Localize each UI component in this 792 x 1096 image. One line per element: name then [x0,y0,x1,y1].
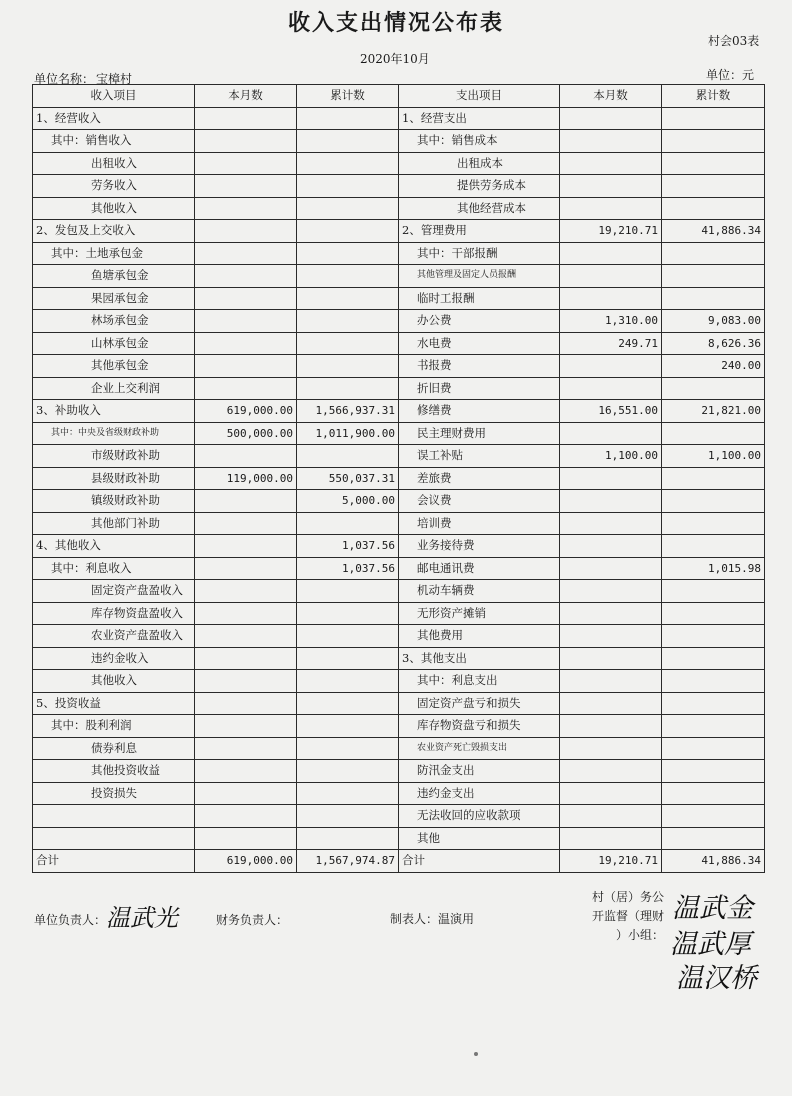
income-cumulative-value: 1,037.56 [297,557,399,580]
income-item: 劳务收入 [33,175,195,198]
expense-month-value [560,557,662,580]
table-row [33,332,765,355]
income-month-value: 619,000.00 [195,850,297,873]
expense-item: 水电费 [399,332,560,355]
income-month-value [195,490,297,513]
income-item: 5、投资收益 [33,692,195,715]
expense-month-value: 19,210.71 [560,850,662,873]
expense-item: 其他经营成本 [399,197,560,220]
income-item: 库存物资盘盈收入 [33,602,195,625]
income-month-value [195,782,297,805]
income-item: 果园承包金 [33,287,195,310]
report-date: 2020年10月 [360,52,430,66]
supervision-label-line2: 开监督（理财 [591,909,664,923]
income-month-value [195,625,297,648]
expense-item: 培训费 [399,512,560,535]
income-month-value: 619,000.00 [195,400,297,423]
income-month-value: 500,000.00 [195,422,297,445]
income-month-value [195,670,297,693]
expense-cumulative-value: 1,100.00 [662,445,765,468]
paper-speck [474,1052,478,1056]
income-item: 其中：利息收入 [33,557,195,580]
income-month-value [195,355,297,378]
expense-item: 邮电通讯费 [399,557,560,580]
expense-item: 防汛金支出 [399,760,560,783]
income-cumulative-value [297,782,399,805]
col-header-expense-cumulative: 累计数 [662,85,765,108]
expense-item: 库存物资盘亏和损失 [399,715,560,738]
expense-item: 其中：干部报酬 [399,242,560,265]
income-month-value [195,310,297,333]
expense-month-value [560,535,662,558]
expense-cumulative-value [662,287,765,310]
table-row [33,737,765,760]
expense-month-value [560,265,662,288]
income-month-value [195,557,297,580]
income-month-value [195,175,297,198]
supervision-label-line1: 村（居）务公 [591,890,664,904]
expense-item: 固定资产盘亏和损失 [399,692,560,715]
expense-month-value [560,715,662,738]
table-row [33,310,765,333]
expense-cumulative-value: 9,083.00 [662,310,765,333]
expense-cumulative-value [662,265,765,288]
income-cumulative-value [297,310,399,333]
income-item: 市级财政补助 [33,445,195,468]
income-item: 其他收入 [33,670,195,693]
income-cumulative-value [297,332,399,355]
table-row [33,242,765,265]
expense-month-value [560,625,662,648]
expense-item: 误工补贴 [399,445,560,468]
expense-item: 2、管理费用 [399,220,560,243]
income-cumulative-value [297,242,399,265]
table-header-row [33,85,765,108]
expense-cumulative-value: 41,886.34 [662,220,765,243]
income-item: 镇级财政补助 [33,490,195,513]
expense-cumulative-value: 41,886.34 [662,850,765,873]
expense-item: 书报费 [399,355,560,378]
expense-item: 会议费 [399,490,560,513]
expense-item: 民主理财费用 [399,422,560,445]
income-item: 林场承包金 [33,310,195,333]
expense-month-value: 249.71 [560,332,662,355]
expense-cumulative-value [662,715,765,738]
table-row [33,805,765,828]
expense-month-value [560,287,662,310]
currency-value: 元 [742,68,755,82]
income-item: 债券利息 [33,737,195,760]
income-item: 其中：股利利润 [33,715,195,738]
income-month-value [195,152,297,175]
expense-month-value [560,175,662,198]
income-item: 4、其他收入 [33,535,195,558]
preparer-label: 制表人： [390,912,439,926]
expense-item: 业务接待费 [399,535,560,558]
income-item [33,805,195,828]
income-month-value [195,445,297,468]
table-row [33,647,765,670]
table-row [33,355,765,378]
expense-item: 1、经营支出 [399,107,560,130]
table-row [33,535,765,558]
expense-month-value: 1,100.00 [560,445,662,468]
income-cumulative-value [297,512,399,535]
income-cumulative-value [297,265,399,288]
income-cumulative-value: 5,000.00 [297,490,399,513]
income-item: 出租收入 [33,152,195,175]
table-row [33,400,765,423]
income-month-value [195,737,297,760]
income-month-value [195,287,297,310]
expense-month-value [560,647,662,670]
table-row [33,175,765,198]
expense-item: 提供劳务成本 [399,175,560,198]
unit-name-value: 宝樟村 [96,72,133,86]
income-item: 县级财政补助 [33,467,195,490]
expense-month-value: 19,210.71 [560,220,662,243]
table-row [33,422,765,445]
income-month-value [195,535,297,558]
expense-cumulative-value [662,467,765,490]
income-cumulative-value [297,220,399,243]
expense-month-value [560,242,662,265]
expense-month-value [560,692,662,715]
income-cumulative-value: 1,037.56 [297,535,399,558]
expense-month-value [560,737,662,760]
expense-item: 合计 [399,850,560,873]
expense-item: 3、其他支出 [399,647,560,670]
income-cumulative-value [297,737,399,760]
income-item: 其中：土地承包金 [33,242,195,265]
table-row [33,827,765,850]
expense-item: 差旅费 [399,467,560,490]
income-cumulative-value [297,670,399,693]
table-row [33,467,765,490]
expense-month-value [560,782,662,805]
currency-label: 单位： [706,68,743,82]
income-cumulative-value [297,152,399,175]
income-item: 其中：销售收入 [33,130,195,153]
table-row [33,152,765,175]
income-cumulative-value [297,175,399,198]
expense-month-value [560,760,662,783]
income-cumulative-value [297,445,399,468]
income-cumulative-value [297,625,399,648]
income-month-value [195,602,297,625]
income-item: 2、发包及上交收入 [33,220,195,243]
supervisor-signature-3: 温汉桥 [676,963,757,994]
preparer [390,910,474,927]
col-header-income-item: 收入项目 [33,85,195,108]
income-month-value [195,265,297,288]
col-header-expense-item: 支出项目 [399,85,560,108]
table-row [33,107,765,130]
income-month-value [195,827,297,850]
table-row [33,670,765,693]
expense-month-value [560,107,662,130]
income-item: 合计 [33,850,195,873]
table-row [33,782,765,805]
table-row [33,445,765,468]
table-row [33,580,765,603]
expense-cumulative-value [662,535,765,558]
table-row [33,715,765,738]
expense-cumulative-value [662,647,765,670]
table-row [33,850,765,873]
unit-name-label: 单位名称： [34,72,95,86]
table-row [33,265,765,288]
income-month-value [195,715,297,738]
table-row [33,760,765,783]
income-item: 鱼塘承包金 [33,265,195,288]
expense-cumulative-value [662,737,765,760]
table-row [33,602,765,625]
expense-item: 无形资产摊销 [399,602,560,625]
table-row [33,557,765,580]
income-cumulative-value [297,355,399,378]
income-item: 其他部门补助 [33,512,195,535]
expense-item: 其他费用 [399,625,560,648]
income-month-value [195,512,297,535]
expense-cumulative-value: 21,821.00 [662,400,765,423]
expense-month-value [560,670,662,693]
expense-month-value [560,152,662,175]
income-item: 其他收入 [33,197,195,220]
expense-month-value: 1,310.00 [560,310,662,333]
income-item: 违约金收入 [33,647,195,670]
expense-cumulative-value [662,692,765,715]
income-month-value: 119,000.00 [195,467,297,490]
income-item: 山林承包金 [33,332,195,355]
expense-cumulative-value: 8,626.36 [662,332,765,355]
income-item: 其中：中央及省级财政补助 [33,422,195,445]
table-row [33,377,765,400]
income-cumulative-value [297,760,399,783]
expense-item: 无法收回的应收款项 [399,805,560,828]
income-month-value [195,130,297,153]
expense-month-value [560,512,662,535]
unit-head-signature: 温武光 [106,904,178,932]
income-cumulative-value [297,377,399,400]
expense-month-value [560,197,662,220]
expense-item: 折旧费 [399,377,560,400]
income-month-value [195,242,297,265]
expense-item: 违约金支出 [399,782,560,805]
income-month-value [195,760,297,783]
expense-cumulative-value [662,107,765,130]
expense-cumulative-value [662,782,765,805]
table-row [33,490,765,513]
col-header-income-month: 本月数 [195,85,297,108]
currency-unit [706,66,754,83]
expense-item: 机动车辆费 [399,580,560,603]
income-item: 3、补助收入 [33,400,195,423]
supervision-label-line3: ）小组： [615,928,664,942]
expense-cumulative-value [662,827,765,850]
page-title: 收入支出情况公布表 [287,10,504,36]
income-cumulative-value: 1,567,974.87 [297,850,399,873]
table-row [33,692,765,715]
table-row [33,130,765,153]
income-month-value [195,647,297,670]
expense-month-value [560,490,662,513]
income-cumulative-value: 1,011,900.00 [297,422,399,445]
expense-item: 农业资产死亡毁损支出 [399,737,560,760]
expense-cumulative-value [662,602,765,625]
income-month-value [195,377,297,400]
expense-cumulative-value [662,197,765,220]
unit-head-label: 单位负责人： [34,913,107,927]
income-cumulative-value [297,805,399,828]
table-body [33,107,765,872]
expense-cumulative-value [662,512,765,535]
expense-month-value [560,422,662,445]
income-item: 固定资产盘盈收入 [33,580,195,603]
expense-month-value [560,467,662,490]
expense-item: 出租成本 [399,152,560,175]
income-cumulative-value [297,692,399,715]
table-row [33,625,765,648]
income-expense-table [32,84,765,873]
table-row [33,197,765,220]
expense-cumulative-value [662,130,765,153]
income-item: 其他投资收益 [33,760,195,783]
supervisor-signature-1: 温武金 [672,893,753,924]
supervisor-signature-2: 温武厚 [670,929,751,960]
income-cumulative-value [297,580,399,603]
expense-month-value [560,355,662,378]
income-cumulative-value [297,715,399,738]
income-month-value [195,197,297,220]
expense-month-value: 16,551.00 [560,400,662,423]
income-cumulative-value [297,827,399,850]
finance-head-label: 财务负责人： [216,913,289,927]
income-month-value [195,805,297,828]
income-cumulative-value [297,197,399,220]
income-item: 企业上交利润 [33,377,195,400]
income-item [33,827,195,850]
col-header-income-cumulative: 累计数 [297,85,399,108]
income-cumulative-value [297,287,399,310]
expense-item: 修缮费 [399,400,560,423]
income-item: 1、经营收入 [33,107,195,130]
income-item: 农业资产盘盈收入 [33,625,195,648]
expense-item: 其他 [399,827,560,850]
unit-head [34,911,106,928]
expense-month-value [560,805,662,828]
expense-cumulative-value: 240.00 [662,355,765,378]
income-cumulative-value [297,602,399,625]
expense-item: 其中：销售成本 [399,130,560,153]
expense-cumulative-value [662,242,765,265]
income-month-value [195,220,297,243]
income-cumulative-value [297,107,399,130]
expense-month-value [560,580,662,603]
expense-month-value [560,602,662,625]
table-row [33,220,765,243]
expense-cumulative-value [662,490,765,513]
income-month-value [195,580,297,603]
expense-cumulative-value [662,805,765,828]
expense-cumulative-value [662,670,765,693]
expense-item: 其中：利息支出 [399,670,560,693]
supervision-group [580,888,664,945]
expense-cumulative-value [662,152,765,175]
expense-month-value [560,377,662,400]
expense-cumulative-value [662,422,765,445]
expense-month-value [560,130,662,153]
expense-item: 其他管理及固定人员报酬 [399,265,560,288]
expense-cumulative-value [662,580,765,603]
income-month-value [195,107,297,130]
expense-item: 临时工报酬 [399,287,560,310]
expense-cumulative-value [662,377,765,400]
form-code: 村会03表 [708,34,760,48]
expense-item: 办公费 [399,310,560,333]
preparer-name: 温演用 [438,912,475,926]
col-header-expense-month: 本月数 [560,85,662,108]
income-item: 投资损失 [33,782,195,805]
income-cumulative-value: 1,566,937.31 [297,400,399,423]
income-cumulative-value [297,647,399,670]
income-month-value [195,692,297,715]
expense-cumulative-value [662,625,765,648]
income-cumulative-value [297,130,399,153]
expense-cumulative-value [662,760,765,783]
income-month-value [195,332,297,355]
table-row [33,512,765,535]
income-cumulative-value: 550,037.31 [297,467,399,490]
income-item: 其他承包金 [33,355,195,378]
expense-cumulative-value [662,175,765,198]
table-row [33,287,765,310]
expense-month-value [560,827,662,850]
expense-cumulative-value: 1,015.98 [662,557,765,580]
